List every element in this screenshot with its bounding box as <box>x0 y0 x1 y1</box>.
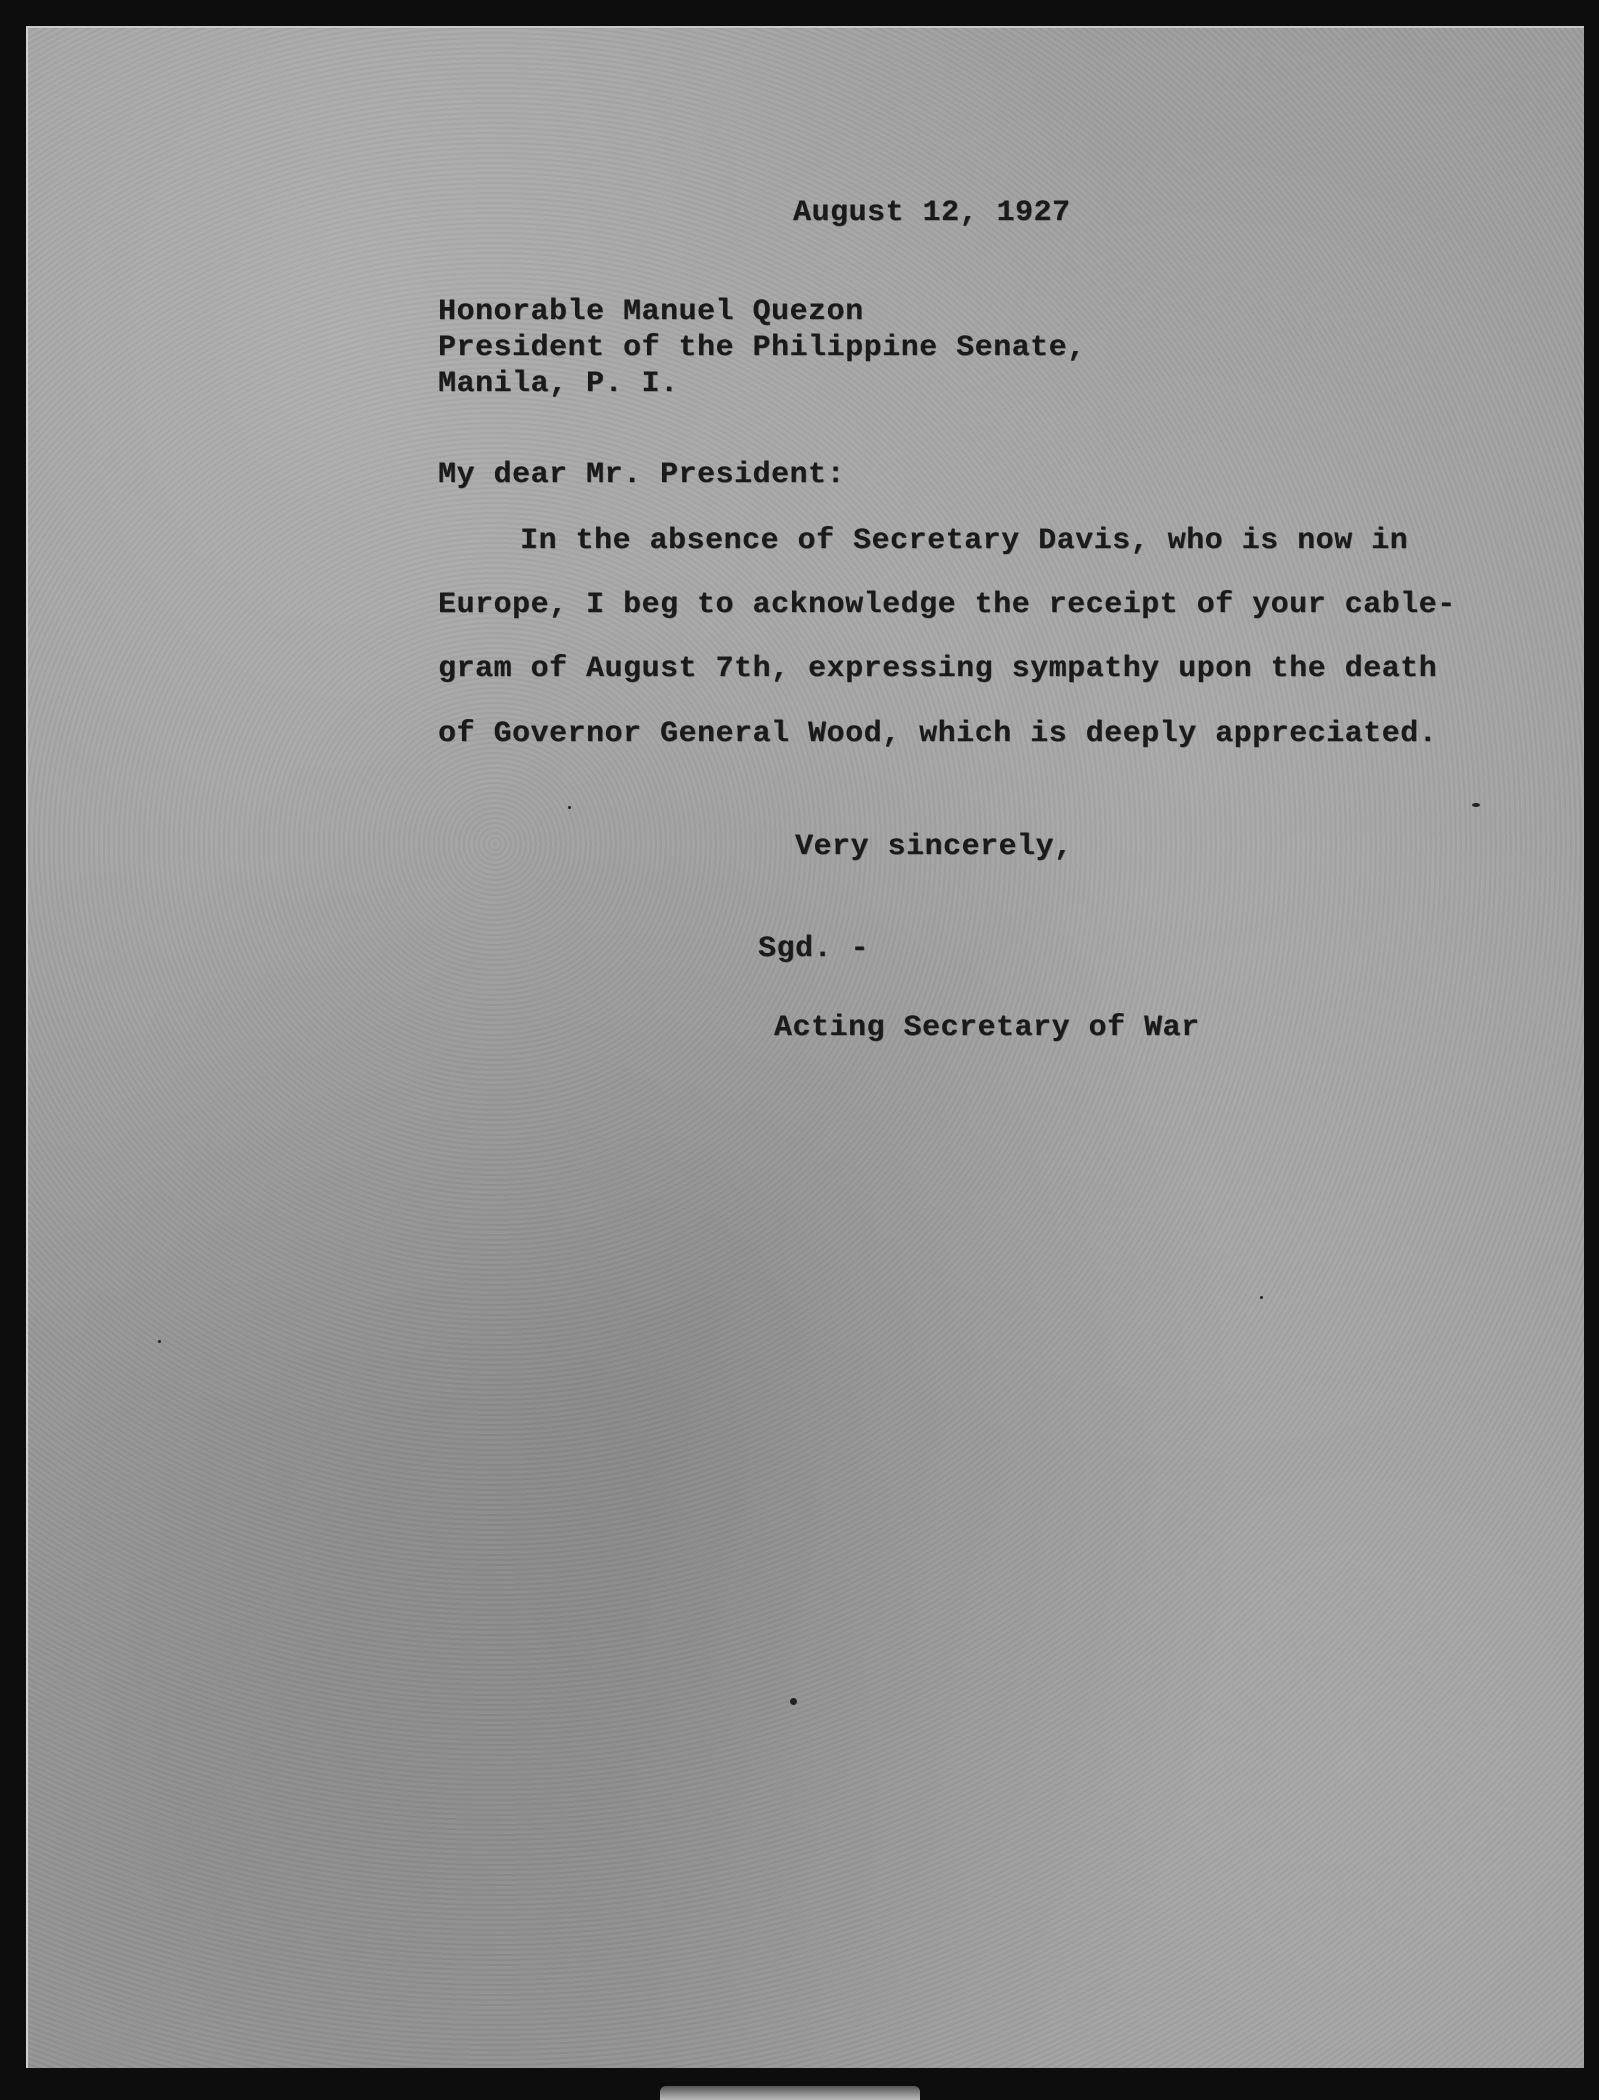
body-line-3: gram of August 7th, expressing sympathy upon the death <box>438 652 1438 686</box>
body-line-1: In the absence of Secretary Davis, who is now in <box>520 524 1409 558</box>
paper-speck <box>568 806 571 809</box>
address-line-title: President of the Philippine Senate, <box>438 331 1086 365</box>
paper-speck <box>158 1340 161 1343</box>
address-line-name: Honorable Manuel Quezon <box>438 295 864 329</box>
letter-date: August 12, 1927 <box>793 196 1071 230</box>
scan-edge-strip <box>660 2086 920 2100</box>
complimentary-close: Very sincerely, <box>795 830 1073 864</box>
paper-speck <box>1472 803 1480 807</box>
paper-speck <box>790 1698 797 1705</box>
address-line-location: Manila, P. I. <box>438 367 679 401</box>
signature-mark: Sgd. - <box>758 932 870 966</box>
signer-title: Acting Secretary of War <box>774 1011 1200 1045</box>
body-line-2: Europe, I beg to acknowledge the receipt of your cable- <box>438 588 1456 622</box>
body-line-4: of Governor General Wood, which is deeply appreciated. <box>438 717 1438 751</box>
salutation: My dear Mr. President: <box>438 458 846 492</box>
paper-speck <box>1260 1296 1263 1299</box>
